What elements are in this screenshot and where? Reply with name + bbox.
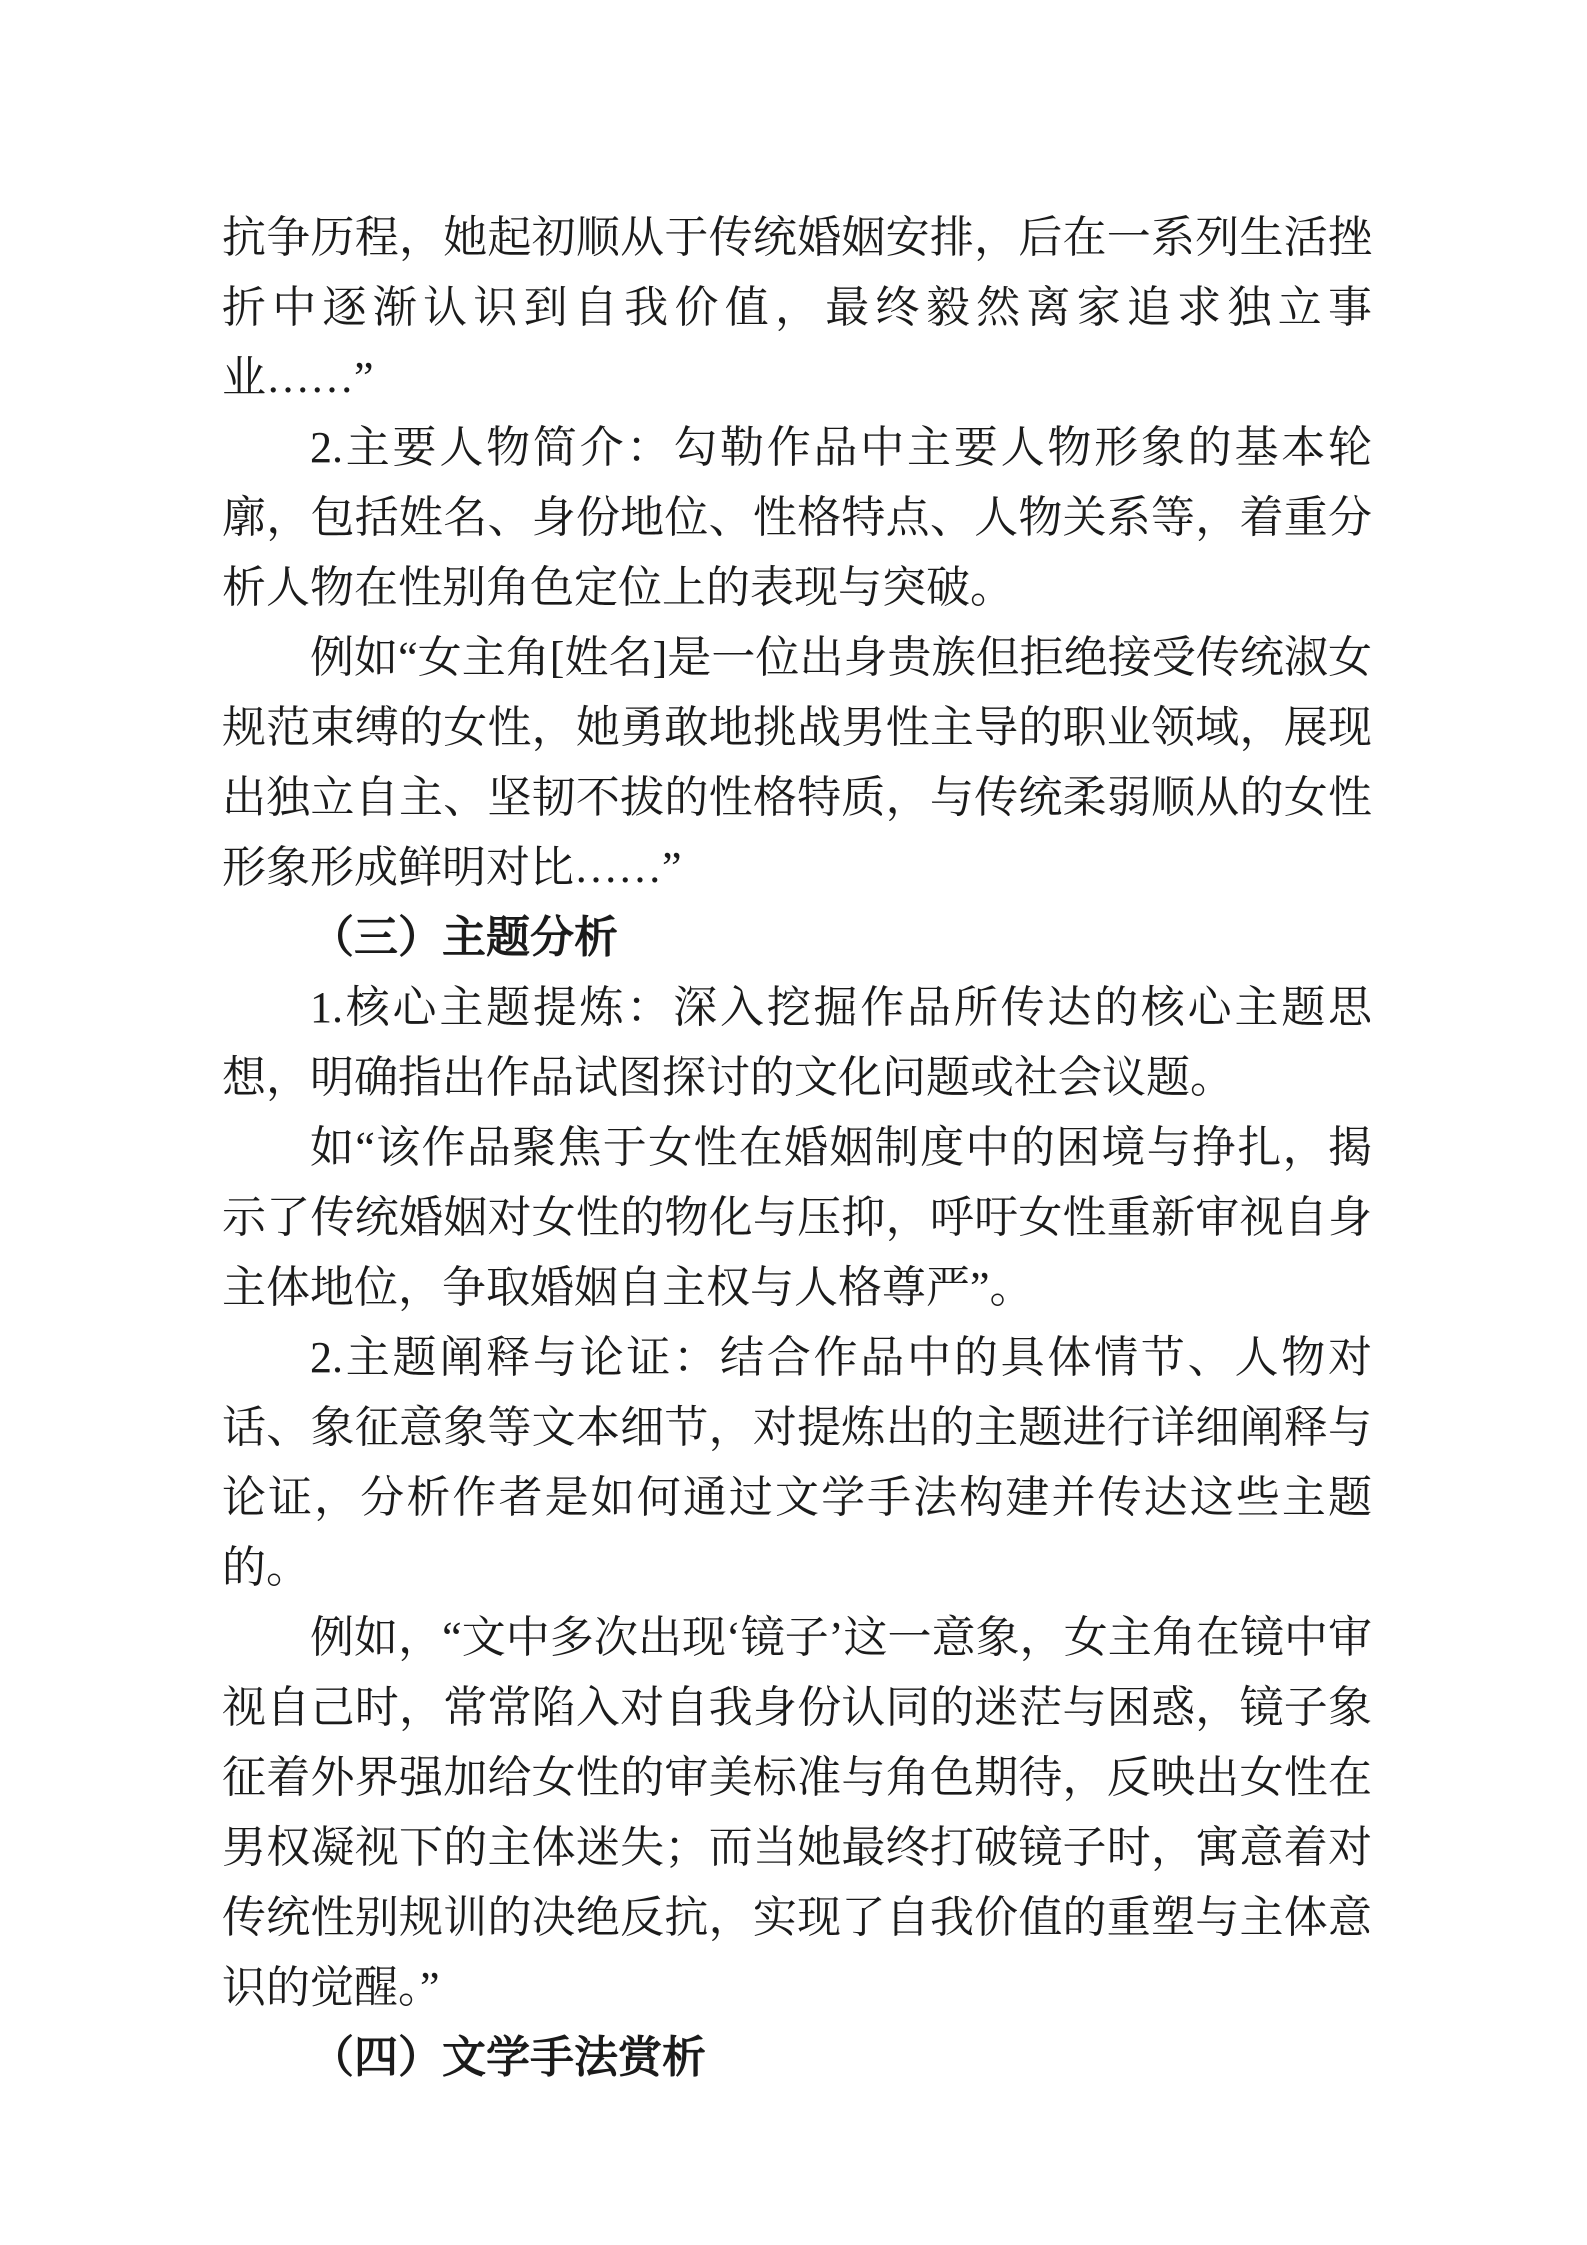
body-paragraph: 例如，“文中多次出现‘镜子’这一意象，女主角在镜中审视自己时，常常陷入对自我身份认同的迷茫与困惑，镜子象征着外界强加给女性的审美标准与角色期待，反映出女性在男权凝视下的主体迷失；而当她最终打破镜子时，寓意着对传统性别规训的决绝反抗，实现了自我价值的重塑与主体意识的觉醒。”: [222, 1613, 1372, 2012]
body-paragraph: 抗争历程，她起初顺从于传统婚姻安排，后在一系列生活挫折中逐渐认识到自我价值，最终毅然离家追求独立事业……”: [222, 213, 1372, 402]
body-paragraph: 例如“女主角[姓名]是一位出身贵族但拒绝接受传统淑女规范束缚的女性，她勇敢地挑战男性主导的职业领域，展现出独立自主、坚韧不拔的性格特质，与传统柔弱顺从的女性形象形成鲜明对比……”: [222, 633, 1372, 892]
section-heading: （四）文学手法赏析: [310, 2033, 706, 2082]
body-paragraph: 如“该作品聚焦于女性在婚姻制度中的困境与挣扎，揭示了传统婚姻对女性的物化与压抑，呼吁女性重新审视自身主体地位，争取婚姻自主权与人格尊严”。: [222, 1123, 1372, 1312]
section-heading: （三）主题分析: [310, 913, 618, 962]
body-paragraph: 2.主题阐释与论证：结合作品中的具体情节、人物对话、象征意象等文本细节，对提炼出的主题进行详细阐释与论证，分析作者是如何通过文学手法构建并传达这些主题的。: [222, 1333, 1372, 1592]
body-paragraph: 2.主要人物简介：勾勒作品中主要人物形象的基本轮廓，包括姓名、身份地位、性格特点、人物关系等，着重分析人物在性别角色定位上的表现与突破。: [222, 423, 1372, 612]
page-content: [222, 203, 1372, 2093]
body-paragraph: 1.核心主题提炼：深入挖掘作品所传达的核心主题思想，明确指出作品试图探讨的文化问题或社会议题。: [222, 983, 1372, 1102]
